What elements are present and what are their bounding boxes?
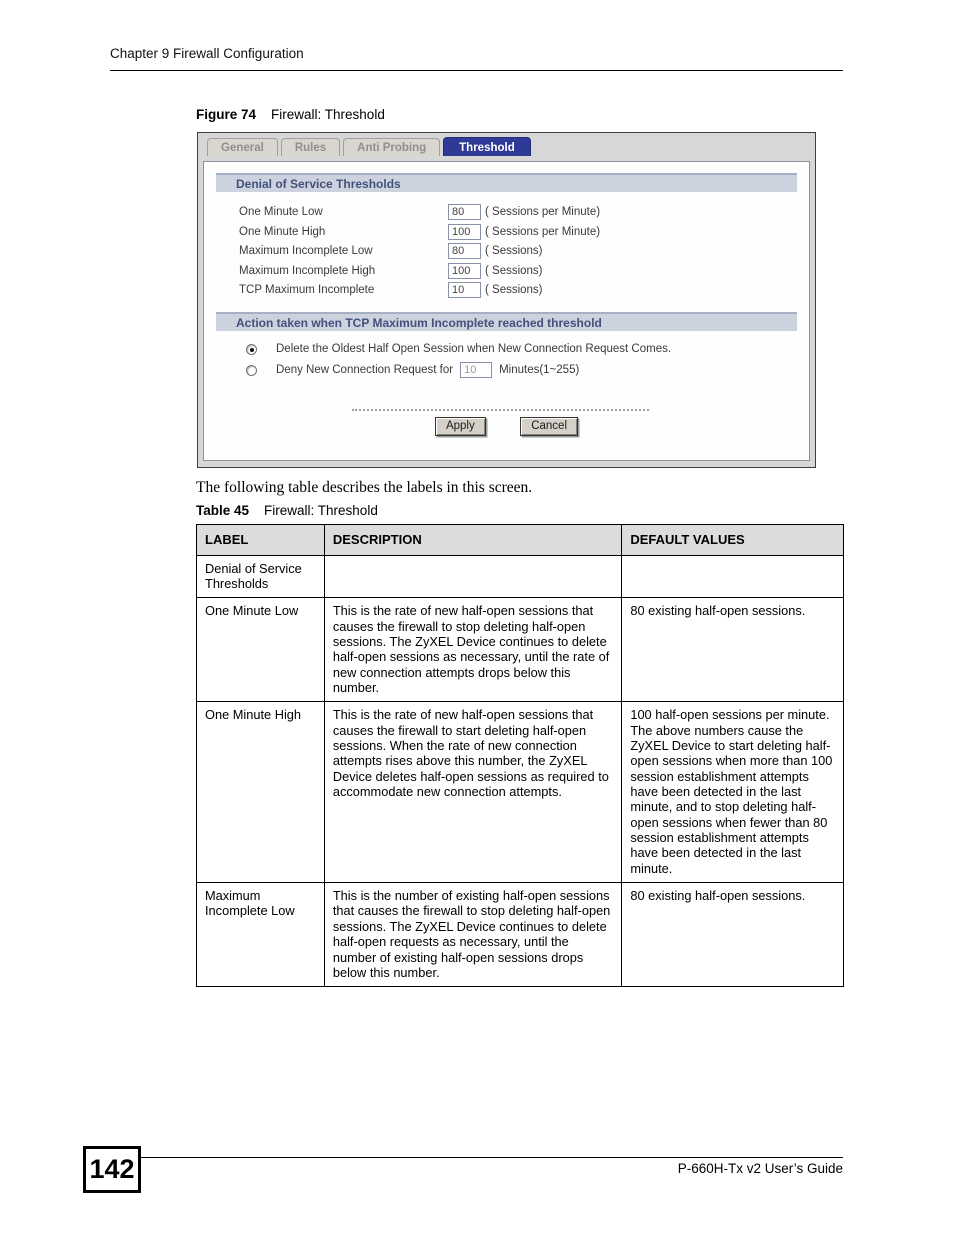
col-header-description: DESCRIPTION [324,525,621,556]
cancel-button[interactable]: Cancel [520,417,578,436]
figure-caption [196,107,385,122]
cell-label: Maximum Incomplete Low [197,883,325,987]
field-label: Maximum Incomplete Low [239,245,373,258]
option-label-after: Minutes(1~255) [499,364,580,376]
cell-description: This is the number of existing half-open sessions that causes the firewall to stop deleting half-open sessions. The ZyXEL Device continues to delete half-open requests as necessary, until the number of existing half-open sessions drops below this number. [324,883,621,987]
threshold-panel [203,161,810,461]
field-tcp-max-incomplete [239,282,799,302]
dotted-separator [352,409,649,411]
table-row [197,598,844,702]
cell-label: Denial of Service Thresholds [197,555,325,598]
header-rule [110,70,843,71]
cell-label: One Minute High [197,702,325,883]
chapter-header: Chapter 9 Firewall Configuration [110,46,304,61]
one-minute-low-input[interactable] [448,204,481,220]
figure-title: Firewall: Threshold [271,107,385,122]
cell-label: One Minute Low [197,598,325,702]
table-caption [196,503,378,518]
tcp-max-incomplete-input[interactable] [448,282,481,298]
apply-button[interactable]: Apply [435,417,486,436]
cell-default: 100 half-open sessions per minute. The above numbers cause the ZyXEL Device to start deleting half-open sessions when more than 100 session establishment attempts have been detected in the last minute, and to stop deleting half-open sessions when fewer than 80 session establishment attempts have been detected in the last minute. [622,702,844,883]
footer-rule [141,1157,843,1158]
dos-fields [239,204,799,302]
field-label: One Minute High [239,225,326,238]
cell-default [622,555,844,598]
tab-anti-probing[interactable]: Anti Probing [343,138,440,156]
cell-default: 80 existing half-open sessions. [622,883,844,987]
field-one-minute-low [239,204,799,224]
tab-general[interactable]: General [207,138,278,156]
field-one-minute-high [239,224,799,244]
radio-delete-oldest[interactable] [246,344,257,355]
figure-label: Figure 74 [196,107,257,122]
max-incomplete-high-input[interactable] [448,263,481,279]
cell-description: This is the rate of new half-open sessions that causes the firewall to start deleting half-open sessions. When the rate of new connection attempts rises above this number, the ZyXEL Device deletes half-open sessions as required to accommodate new connection attempts. [324,702,621,883]
field-suffix: ( Sessions) [485,245,543,258]
button-row [204,416,809,436]
intro-text: The following table describes the labels in this screen. [196,479,533,496]
table-row [197,555,844,598]
table-header-row [197,525,844,556]
cell-default: 80 existing half-open sessions. [622,598,844,702]
tab-rules[interactable]: Rules [281,138,340,156]
labels-table [196,524,844,987]
table-row [197,702,844,883]
col-header-default: DEFAULT VALUES [622,525,844,556]
firewall-threshold-screen [197,132,816,468]
option-deny-new [246,362,579,378]
footer-guide-title: P-660H-Tx v2 User’s Guide [677,1161,843,1176]
field-suffix: ( Sessions) [485,284,543,297]
table-label: Table 45 [196,503,250,518]
field-label: One Minute Low [239,206,323,219]
tab-threshold[interactable]: Threshold [443,137,531,156]
option-label: Delete the Oldest Half Open Session when New Connection Request Comes. [276,343,672,355]
option-delete-oldest [246,343,671,355]
action-section-header: Action taken when TCP Maximum Incomplete reached threshold [216,312,797,331]
deny-minutes-input[interactable] [460,362,492,378]
cell-description [324,555,621,598]
table-title: Firewall: Threshold [264,503,378,518]
cell-description: This is the rate of new half-open sessions that causes the firewall to stop deleting half-open sessions. The ZyXEL Device continues to delete half-open sessions as necessary, until the rate of new connection attempts drops below this number. [324,598,621,702]
field-max-incomplete-low [239,243,799,263]
dos-section-header: Denial of Service Thresholds [216,173,797,192]
field-max-incomplete-high [239,263,799,283]
field-label: TCP Maximum Incomplete [239,284,375,297]
field-suffix: ( Sessions) [485,264,543,277]
radio-deny-new[interactable] [246,365,257,376]
field-suffix: ( Sessions per Minute) [485,206,601,219]
page-number: 142 [83,1146,141,1193]
tab-bar [207,137,811,161]
field-suffix: ( Sessions per Minute) [485,225,601,238]
max-incomplete-low-input[interactable] [448,243,481,259]
col-header-label: LABEL [197,525,325,556]
option-label-before: Deny New Connection Request for [276,364,454,376]
table-row [197,883,844,987]
field-label: Maximum Incomplete High [239,264,376,277]
one-minute-high-input[interactable] [448,224,481,240]
